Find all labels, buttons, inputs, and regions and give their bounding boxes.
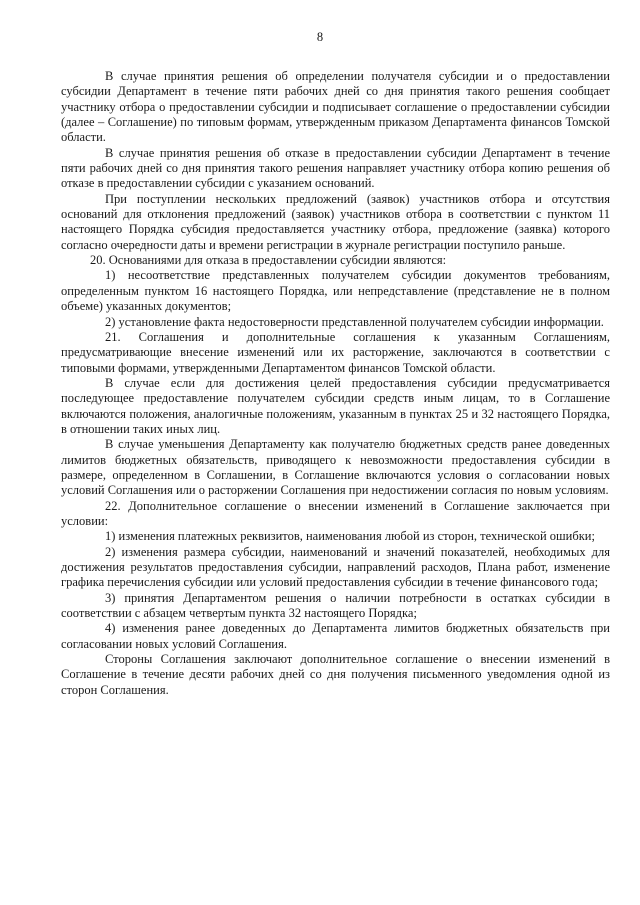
paragraph-clause-22-item-1: 1) изменения платежных реквизитов, наименования любой из сторон, технической ошибки; — [105, 529, 595, 544]
paragraph-additional-agreement-term: Стороны Соглашения заключают дополнительное соглашение о внесении изменений в Соглашение в течение десяти рабочих дней со дня получения письменного уведомления одной из сторон Соглашения. — [61, 652, 610, 697]
paragraph-clause-22-item-4: 4) изменения ранее доведенных до Департамента лимитов бюджетных обязательств при согласовании новых условий Соглашения. — [61, 621, 610, 651]
paragraph-subsidy-decision: В случае принятия решения об определении получателя субсидии и о предоставлении субсидии Департамент в течение пяти рабочих дней со дня принятия такого решения сообщает участнику отбора о предоставлении субсидии и подписывает соглашение о предоставлении субсидии (далее – Соглашение) по типовым формам, утвержденным приказом Департамента финансов Томской области. — [61, 69, 610, 145]
paragraph-clause-21: 21. Соглашения и дополнительные соглашения к указанным Соглашениям, предусматривающие внесение изменений или их расторжение, заключаются в соответствии с типовыми формами, утвержденными Департаментом финансов Томской области. — [61, 329, 610, 375]
paragraph-clause-22-item-2: 2) изменения размера субсидии, наименований и значений показателей, необходимых для достижения результатов предоставления субсидии, направлений расходов, Плана работ, изменение графика перечисления субсидии или условий предоставления субсидии в течение финансового года; — [61, 544, 610, 590]
paragraph-clause-20: 20. Основаниями для отказа в предоставлении субсидии являются: — [90, 253, 447, 268]
paragraph-clause-22-item-3: 3) принятия Департаментом решения о наличии потребности в остатках субсидии в соответствии с абзацем четвертым пункта 32 настоящего Порядка; — [61, 590, 610, 621]
paragraph-clause-20-item-2: 2) установление факта недостоверности представленной получателем субсидии информации. — [105, 314, 604, 329]
page-number: 8 — [316, 30, 324, 44]
paragraph-limits-reduction: В случае уменьшения Департаменту как получателю бюджетных средств ранее доведенных лимитов бюджетных обязательств, приводящего к невозможности предоставления субсидии в размере, определенном в Соглашении, в Соглашение включаются условия о согласовании новых условий Соглашения или о расторжении Соглашения при недостижении согласия по новым условиям. — [61, 437, 610, 498]
paragraph-clause-20-item-1: 1) несоответствие представленных получателем субсидии документов требованиям, определенным пунктом 16 настоящего Порядка, или непредставление (представление не в полном объеме) указанных документов; — [61, 268, 610, 314]
paragraph-refusal-decision: В случае принятия решения об отказе в предоставлении субсидии Департамент в течение пяти рабочих дней со дня принятия такого решения направляет участнику отбора копию решения об отказе в предоставлении субсидии с указанием оснований. — [61, 145, 610, 191]
paragraph-other-persons: В случае если для достижения целей предоставления субсидии предусматривается последующее предоставление получателем субсидии средств иным лицам, то в Соглашение включаются положения, аналогичные положениям, указанным в пунктах 25 и 32 настоящего Порядка, в отношении таких иных лиц. — [61, 375, 610, 436]
paragraph-multiple-applications: При поступлении нескольких предложений (заявок) участников отбора и отсутствия оснований для отклонения предложений (заявок) участников отбора в соответствии с пунктом 11 настоящего Порядка субсидия предоставляется участнику отбора, предложение (заявка) которого согласно очередности даты и времени регистрации в журнале регистрации поступило раньше. — [61, 191, 610, 252]
paragraph-clause-22: 22. Дополнительное соглашение о внесении изменений в Соглашение заключается при условии: — [61, 498, 610, 528]
document-body — [61, 69, 610, 698]
